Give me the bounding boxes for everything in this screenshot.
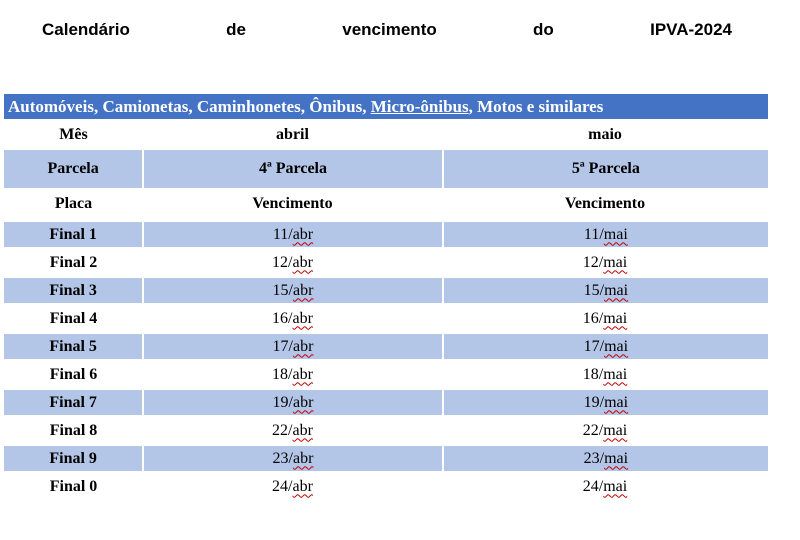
due-date-label-may: Vencimento xyxy=(564,194,646,212)
plate-final: Final 6 xyxy=(49,365,98,383)
due-date-may xyxy=(442,278,768,303)
month-abbrev: abr xyxy=(292,421,313,439)
title-word-4: do xyxy=(533,20,554,39)
month-abbrev: abr xyxy=(292,477,313,495)
table-row xyxy=(4,474,768,499)
due-date-may xyxy=(442,446,768,471)
due-date-may xyxy=(442,474,768,499)
due-date-april xyxy=(143,306,442,331)
due-date-header-row xyxy=(4,188,768,219)
day: 22/ xyxy=(582,421,604,439)
plate-final: Final 2 xyxy=(49,253,98,271)
month-abbrev: mai xyxy=(604,281,629,299)
day: 18/ xyxy=(582,365,604,383)
month-abbrev: abr xyxy=(292,393,314,411)
table-row xyxy=(4,250,768,275)
month-label: Mês xyxy=(59,125,88,143)
due-date-may xyxy=(442,418,768,443)
month-abbrev: abr xyxy=(292,281,314,299)
due-date-april xyxy=(143,362,442,387)
vehicle-category-banner xyxy=(4,94,768,119)
plate-final: Final 5 xyxy=(49,337,97,355)
due-date-may xyxy=(442,390,768,415)
due-date-april xyxy=(143,418,442,443)
title-word-1: Calendário xyxy=(42,20,130,39)
title-word-2: de xyxy=(226,20,246,39)
day: 17/ xyxy=(272,337,293,355)
month-abbrev: abr xyxy=(292,337,314,355)
due-date-april xyxy=(142,390,441,415)
day: 16/ xyxy=(582,309,604,327)
banner-text-underlined: Micro-ônibus xyxy=(370,97,469,116)
document-title xyxy=(42,20,732,40)
table-row xyxy=(4,222,768,247)
month-abbrev: mai xyxy=(604,449,629,467)
month-abbrev: mai xyxy=(603,421,628,439)
title-word-5: IPVA-2024 xyxy=(650,20,732,39)
plate-final: Final 1 xyxy=(49,225,97,243)
title-word-3: vencimento xyxy=(342,20,437,39)
due-date-april xyxy=(143,250,442,275)
due-date-may xyxy=(442,362,768,387)
day: 19/ xyxy=(272,393,293,411)
installment-label: Parcela xyxy=(47,160,99,177)
due-date-may xyxy=(442,334,768,359)
plate-label: Placa xyxy=(54,194,93,212)
month-may: maio xyxy=(588,125,622,143)
month-abbrev: abr xyxy=(292,225,314,243)
due-date-may xyxy=(442,250,768,275)
table-row xyxy=(4,334,768,359)
ipva-schedule-table xyxy=(4,94,768,499)
plate-final: Final 4 xyxy=(49,309,98,327)
table-row xyxy=(4,362,768,387)
table-row xyxy=(4,446,768,471)
month-header-row xyxy=(4,119,768,150)
month-abbrev: abr xyxy=(292,253,313,271)
day: 24/ xyxy=(272,477,293,495)
day: 12/ xyxy=(272,253,293,271)
month-abbrev: mai xyxy=(603,225,628,243)
due-date-april xyxy=(142,446,441,471)
installment-5: 5ª Parcela xyxy=(442,150,768,188)
banner-text-part-3: , Motos e similares xyxy=(468,97,604,116)
installment-4: 4ª Parcela xyxy=(142,150,441,188)
day: 15/ xyxy=(272,281,293,299)
day: 24/ xyxy=(582,477,604,495)
plate-final: Final 0 xyxy=(49,477,98,495)
due-date-april xyxy=(142,222,441,247)
day: 12/ xyxy=(582,253,604,271)
month-abbrev: mai xyxy=(604,393,629,411)
plate-final: Final 7 xyxy=(49,393,97,411)
table-row xyxy=(4,306,768,331)
month-abbrev: mai xyxy=(603,309,628,327)
day: 23/ xyxy=(583,449,605,467)
day: 19/ xyxy=(583,393,605,411)
day: 11/ xyxy=(272,225,293,243)
due-date-may xyxy=(442,306,768,331)
due-date-april xyxy=(142,278,441,303)
due-date-april xyxy=(142,334,441,359)
table-row xyxy=(4,390,768,415)
month-abbrev: mai xyxy=(604,337,629,355)
due-date-april xyxy=(143,474,442,499)
day: 16/ xyxy=(272,309,293,327)
banner-text-part-1: Automóveis, Camionetas, Caminhonetes, Ônibus, xyxy=(8,97,371,116)
day: 17/ xyxy=(583,337,605,355)
table-row xyxy=(4,418,768,443)
month-abbrev: abr xyxy=(292,365,313,383)
day: 15/ xyxy=(583,281,605,299)
table-row xyxy=(4,278,768,303)
due-date-label-april: Vencimento xyxy=(252,194,333,212)
month-abbrev: mai xyxy=(603,365,628,383)
plate-final: Final 9 xyxy=(49,449,97,467)
month-abbrev: mai xyxy=(603,477,628,495)
installment-header-row xyxy=(4,150,768,188)
plate-final: Final 3 xyxy=(49,281,97,299)
due-date-may xyxy=(442,222,768,247)
month-april: abril xyxy=(276,125,309,143)
month-abbrev: abr xyxy=(292,449,314,467)
month-abbrev: mai xyxy=(603,253,628,271)
day: 11/ xyxy=(583,225,604,243)
plate-final: Final 8 xyxy=(49,421,98,439)
day: 18/ xyxy=(272,365,293,383)
month-abbrev: abr xyxy=(292,309,313,327)
day: 22/ xyxy=(272,421,293,439)
day: 23/ xyxy=(272,449,293,467)
